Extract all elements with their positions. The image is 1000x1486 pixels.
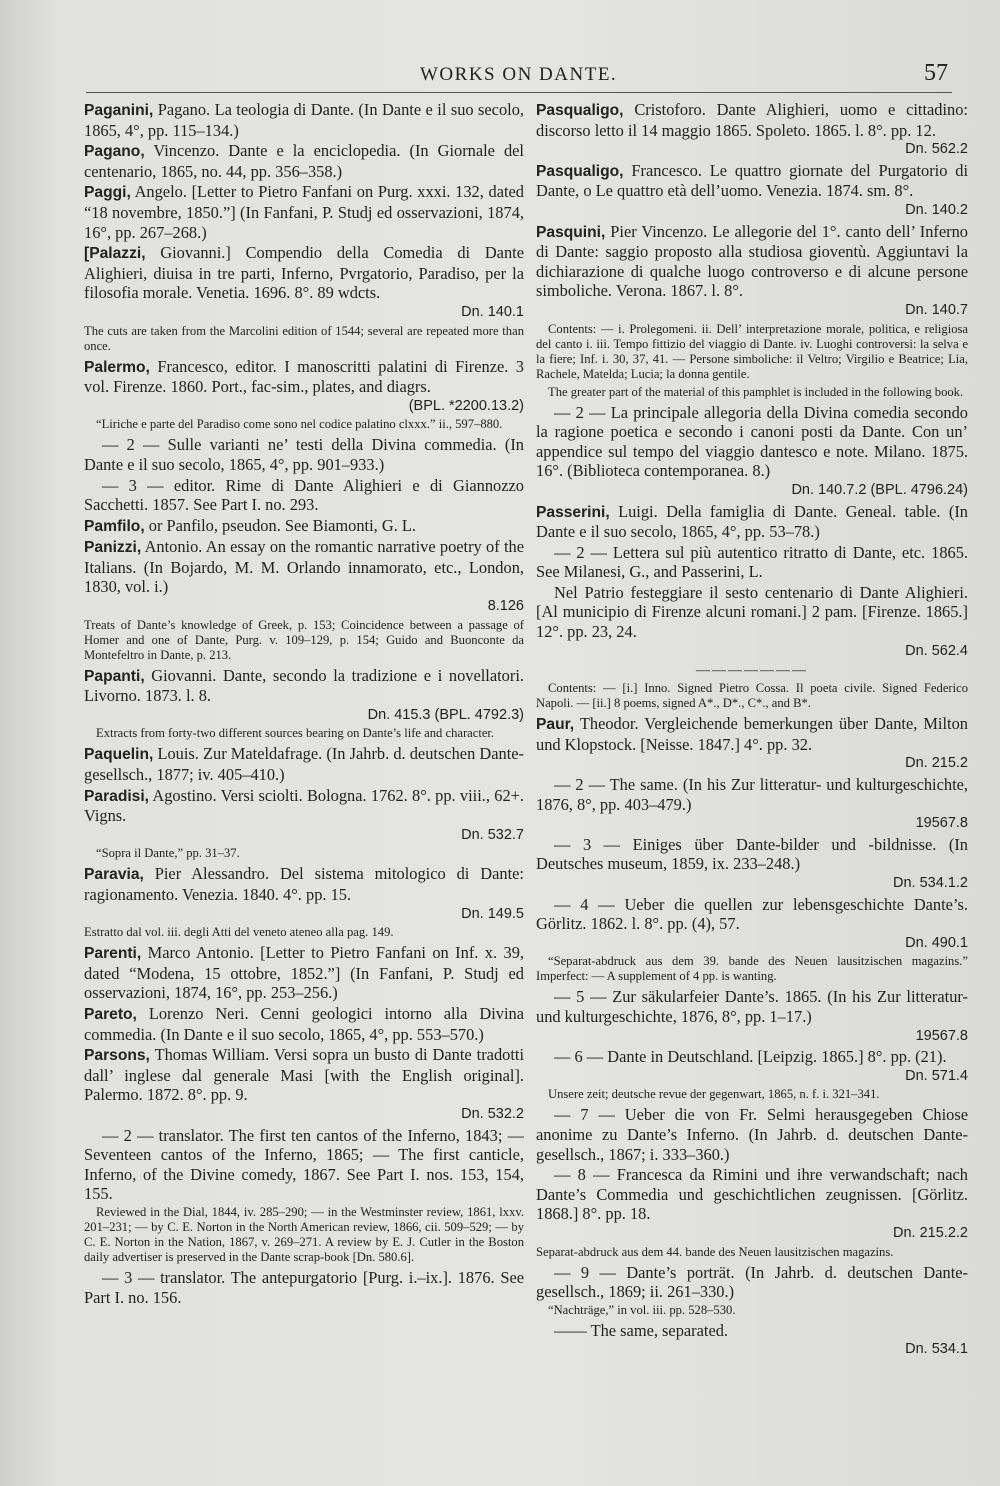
shelf-mark: Dn. 215.2 (905, 755, 968, 772)
bibliography-entry (84, 357, 524, 417)
annotation-note: “Sopra il Dante,” pp. 31–37. (96, 846, 240, 861)
author-name: Palermo, (84, 358, 150, 376)
entry-text: — 2 — Lettera sul più autentico ritratto di Dante, etc. 1865. See Milanesi, G., and Passerini, L. (536, 542, 968, 582)
sub-entry (84, 1126, 524, 1204)
annotation-note: Unsere zeit; deutsche revue der gegenwart, 1865, n. f. i. 321–341. (548, 1087, 880, 1102)
shelf-mark: Dn. 140.7 (905, 301, 968, 318)
entry-text: — 2 — translator. The first ten cantos of the Inferno, 1843; — Seventeen cantos of the Inferno, 1865; — The first canticle, Inferno, of the Divine comedy, 1867. See Part I. nos. 153, 154, 155. (84, 1125, 524, 1204)
shelf-mark: Dn. 140.2 (905, 201, 968, 218)
author-name: Paravia, (84, 866, 144, 884)
entry-text: Francesco. Le quattro giornate del Purgatorio di Dante, o Le quattro età dell’uomo. Venezia. 1874. sm. 8°. (536, 160, 968, 201)
entry-text: — 7 — Ueber die von Fr. Selmi herausgegeben Chiose anonime zu Dante’s Inferno. (In Jahrb. d. deutschen Dante-gesellsch., 1867; i. 333–360.) (536, 1105, 968, 1164)
annotation-note: “Nachträge,” in vol. iii. pp. 528–530. (548, 1302, 736, 1317)
entry-text: Giovanni. Dante, secondo la tradizione e i novellatori. Livorno. 1873. l. 8. (84, 665, 524, 706)
entry-text: Giovanni.] Compendio della Comedia di Dante Alighieri, diuisa in tre parti, Inferno, Pvrgatorio, Paradiso, per la filosofia morale. Venetia. 1696. 8°. 89 wdcts. (84, 243, 524, 303)
author-name: [Palazzi, (84, 245, 146, 263)
sub-entry (536, 835, 968, 894)
shelf-mark: Dn. 215.2.2 (893, 1224, 968, 1241)
entry-text: Angelo. [Letter to Pietro Fanfani on Purg. xxxi. 132, dated “18 novembre, 1850.”] (In Fanfani, P. Studj ed osservazioni, 1874, 16°, pp. 267–268.) (84, 182, 524, 242)
entry-text: — 2 — La principale allegoria della Divina comedia secondo la ragione poetica e secondo i canoni posti da Dante. Con un’ appendice sul tempo del viaggio dantesco e note. Milano. 1875. 16°. (Biblioteca contemporanea. 8.) (536, 402, 968, 481)
entry-text: Louis. Zur Mateldafrage. (In Jahrb. d. deutschen Dante-gesellsch., 1877; iv. 405–410.) (84, 744, 524, 785)
sub-entry (536, 1165, 968, 1243)
author-name: Panizzi, (84, 539, 142, 557)
shelf-mark: Dn. 534.1 (905, 1341, 968, 1358)
running-head (0, 60, 1000, 90)
bibliography-entry (536, 714, 968, 774)
entry-text: — 6 — Dante in Deutschland. [Leipzig. 1865.] 8°. pp. (21). (554, 1047, 947, 1067)
entry-text: Cristoforo. Dante Alighieri, uomo e cittadino: discorso letto il 14 maggio 1865. Spoleto. 1865. l. 8°. pp. 12. (536, 100, 968, 140)
author-name: Paganini, (84, 102, 154, 119)
shelf-mark: Dn. 562.2 (905, 141, 968, 158)
shelf-mark: Dn. 415.3 (BPL. 4792.3) (367, 706, 524, 723)
entry-text: — 9 — Dante’s porträt. (In Jahrb. d. deutschen Dante-gesellsch., 1869; ii. 261–330.) (536, 1262, 968, 1302)
sub-entry (536, 987, 968, 1046)
shelf-mark: 19567.8 (915, 815, 968, 832)
annotation-note: “Separat-abdruck aus dem 39. bande des Neuen lausitzischen magazins.” Imperfect: — A supplement of 4 pp. is wanting. (536, 954, 968, 984)
author-name: Parenti, (84, 945, 142, 963)
author-name: Pamfilo, (84, 517, 145, 535)
sub-entry (84, 1268, 524, 1307)
annotation-note: “Liriche e parte del Paradiso come sono nel codice palatino clxxx.” ii., 597–880. (96, 417, 503, 432)
shelf-mark: Dn. 140.1 (461, 303, 524, 320)
bibliography-entry (84, 943, 524, 1003)
shelf-mark: Dn. 490.1 (905, 934, 968, 951)
entry-text: Pier Vincenzo. Le allegorie del 1°. canto dell’ Inferno di Dante: saggio proposto alla studiosa gioventù. Aggiuntavi la dichiarazione di qualche luogo controverso e di alcune persone simboliche. Verona. 1867. l. 8°. (536, 221, 968, 301)
annotation-note: Reviewed in the Dial, 1844, iv. 285–290; — in the Westminster review, 1861, lxxv. 201–231; — by C. E. Norton in the North American review, 1866, cii. 509–529; — by C. E. Norton in the Nation, 1867, v. 269–271. A review by E. J. Cutler in the Boston daily advertiser is preserved in the Dante scrap-book [Dn. 580.6]. (84, 1204, 524, 1264)
bibliography-entry (84, 1004, 524, 1044)
page-number: 57 (924, 60, 948, 86)
entry-text: Vincenzo. Dante e la enciclopedia. (In Giornale del centenario, 1865, no. 44, pp. 356–358.) (84, 141, 524, 181)
bibliography-entry (536, 502, 968, 542)
entry-text: Lorenzo Neri. Cenni geologici intorno alla Divina commedia. (In Dante e il suo secolo, 1865, 4°, pp. 553–570.) (84, 1003, 524, 1044)
author-name: Pagano, (84, 143, 145, 161)
annotation-note: Treats of Dante’s knowledge of Greek, p. 153; Coincidence between a passage of Homer and one of Dante, Purg. v. 109–129, p. 154; Guido and Buonconte da Montefeltro in Dante, p. 213. (84, 617, 524, 662)
sub-entry (536, 403, 968, 501)
bibliography-entry (84, 1045, 524, 1124)
author-name: Paradisi, (84, 787, 150, 805)
shelf-mark: Dn. 140.7.2 (BPL. 4796.24) (791, 481, 968, 498)
entry-text: — 3 — editor. Rime di Dante Alighieri e di Giannozzo Sacchetti. 1857. See Part I. no. 293. (84, 475, 524, 515)
entry-text: — 3 — Einiges über Dante-bilder und -bildnisse. (In Deutsches museum, 1859, ix. 233–248.) (536, 834, 968, 874)
sub-entry (536, 1047, 968, 1086)
running-title: WORKS ON DANTE. (420, 64, 618, 85)
left-column (84, 100, 524, 1470)
sub-entry (84, 476, 524, 515)
shelf-mark: Dn. 149.5 (461, 905, 524, 922)
author-name: Pasqualigo, (536, 102, 624, 119)
entry-text: — 2 — The same. (In his Zur litteratur- und kulturgeschichte, 1876, 8°, pp. 403–479.) (536, 775, 968, 814)
entry-text: Theodor. Vergleichende bemerkungen über Dante, Milton und Klopstock. [Neisse. 1847.] 4°. pp. 32. (536, 714, 968, 754)
annotation-note: Contents: — [i.] Inno. Signed Pietro Cossa. Il poeta civile. Signed Federico Napoli. — [ii.] 8 poems, signed A*., D*., C*., and B*. (536, 681, 968, 711)
entry-text: Francesco, editor. I manoscritti palatini di Firenze. 3 vol. Firenze. 1860. Port., fac-sim., plates, and diagrs. (84, 356, 524, 397)
entry-text: — 3 — translator. The antepurgatorio [Purg. i.–ix.]. 1876. See Part I. no. 156. (84, 1267, 524, 1307)
sub-entry (536, 1105, 968, 1164)
author-name: Pasquini, (536, 223, 606, 241)
entry-text: — 5 — Zur säkularfeier Dante’s. 1865. (In his Zur litteratur- und kulturgeschichte, 1876, 8°, pp. 1–17.) (536, 987, 968, 1026)
shelf-mark: Dn. 571.4 (905, 1067, 968, 1084)
bibliography-entry (536, 100, 968, 160)
right-column (536, 100, 968, 1470)
entry-text: Pier Alessandro. Del sistema mitologico di Dante: ragionamento. Venezia. 1840. 4°. pp. 15. (84, 864, 524, 904)
sub-entry (536, 1321, 968, 1360)
bibliography-entry (536, 222, 968, 321)
annotation-note: The cuts are taken from the Marcolini edition of 1544; several are repeated more than once. (84, 323, 524, 353)
entry-text: Antonio. An essay on the romantic narrative poetry of the Italians. (In Bojardo, M. M. Orlando innamorato, etc., London, 1830, vol. i.) (84, 537, 524, 597)
entry-text: — 8 — Francesca da Rimini und ihre verwandschaft; nach Dante’s Commedia und geschichtlichen zeugnissen. [Görlitz. 1868.] 8°. pp. 18. (536, 1165, 968, 1224)
entry-text: Agostino. Versi sciolti. Bologna. 1762. 8°. pp. viii., 62+. Vigns. (84, 785, 524, 826)
annotation-note: The greater part of the material of this pamphlet is included in the following book. (548, 384, 964, 399)
shelf-mark: (BPL. *2200.13.2) (408, 397, 524, 414)
entry-text: Marco Antonio. [Letter to Pietro Fanfani on Inf. x. 39, dated “Modena, 15 ottobre, 1852.”] (In Fanfani, P. Studj ed osservazioni, 1874, 16°, pp. 253–256.) (84, 943, 524, 1003)
author-name: Papanti, (84, 667, 145, 685)
separator: ——————— (696, 663, 808, 679)
bibliography-entry (84, 666, 524, 726)
bibliography-entry (536, 161, 968, 221)
shelf-mark: Dn. 534.1.2 (893, 875, 968, 891)
shelf-mark: 19567.8 (915, 1027, 968, 1044)
bibliography-entry (84, 516, 524, 537)
annotation-note: Separat-abdruck aus dem 44. bande des Neuen lausitzischen magazins. (536, 1244, 894, 1259)
author-name: Pareto, (84, 1005, 137, 1023)
entry-text: —— The same, separated. (554, 1320, 729, 1340)
shelf-mark: 8.126 (487, 598, 524, 615)
shelf-mark: Dn. 562.4 (905, 642, 968, 659)
bibliography-entry (84, 141, 524, 181)
author-name: Paggi, (84, 184, 131, 202)
entry-text: — 2 — Sulle varianti ne’ testi della Divina commedia. (In Dante e il suo secolo, 1865, 4°, pp. 901–933.) (84, 435, 524, 474)
sub-entry (536, 583, 968, 661)
bibliography-entry (84, 537, 524, 616)
annotation-note: Estratto dal vol. iii. degli Atti del veneto ateneo alla pag. 149. (84, 925, 394, 940)
author-name: Paquelin, (84, 746, 154, 764)
author-name: Paur, (536, 716, 575, 734)
shelf-mark: Dn. 532.7 (461, 826, 524, 843)
entry-text: Luigi. Della famiglia di Dante. Geneal. table. (In Dante e il suo secolo, 1865, 4°, pp. 53–78.) (536, 501, 968, 542)
annotation-note: Extracts from forty-two different sources bearing on Dante’s life and character. (96, 726, 495, 741)
annotation-note: Contents: — i. Prolegomeni. ii. Dell’ interpretazione morale, politica, e religiosa del canto i. iii. Tempo fittizio del viaggio di Dante. iv. Luoghi controversi: la selva e la fiere; Inf. i. 30, 37, 41. — Persone simboliche: il Veltro; Virgilio e Beatrice; Lia, Rachele, Matelda; Lucia; la donna gentile. (536, 321, 968, 381)
entry-text: — 4 — Ueber die quellen zur lebensgeschichte Dante’s. Görlitz. 1862. l. 8°. pp. (4), 57. (536, 894, 968, 934)
bibliography-entry (84, 243, 524, 322)
sub-entry (536, 543, 968, 582)
author-name: Pasqualigo, (536, 162, 624, 180)
author-name: Passerini, (536, 503, 610, 521)
sub-entry (84, 435, 524, 474)
bibliography-entry (84, 786, 524, 846)
bibliography-entry (84, 864, 524, 924)
header-rule (86, 92, 952, 93)
sub-entry (536, 895, 968, 954)
entry-text: Nel Patrio festeggiare il sesto centenario di Dante Alighieri. [Al municipio di Firenze alcuni romani.] 2 pam. [Firenze. 1865.] 12°. pp. 23, 24. (536, 582, 968, 642)
bibliography-entry (84, 100, 524, 140)
entry-text: Pagano. La teologia di Dante. (In Dante e il suo secolo, 1865, 4°, pp. 115–134.) (84, 100, 524, 140)
entry-text: Thomas William. Versi sopra un busto di Dante tradotti dall’ inglese dal generale Masi [with the English original]. Palermo. 1872. 8°. pp. 9. (84, 1045, 524, 1105)
sub-entry (536, 1263, 968, 1302)
shelf-mark: Dn. 532.2 (461, 1105, 524, 1122)
bibliography-entry (84, 182, 524, 242)
bibliography-entry (84, 744, 524, 784)
author-name: Parsons, (84, 1047, 150, 1065)
entry-text: or Panfilo, pseudon. See Biamonti, G. L. (148, 515, 416, 535)
sub-entry (536, 775, 968, 834)
